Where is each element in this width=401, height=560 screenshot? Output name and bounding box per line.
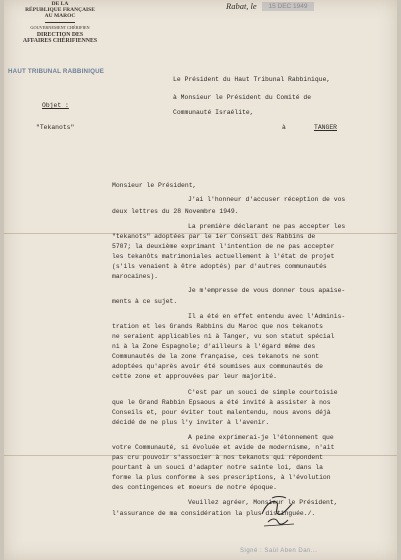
signature <box>258 494 302 534</box>
letterhead-line: GOUVERNEMENT CHÉRIFIEN <box>30 25 90 30</box>
body-line: les tekanôts matrimoniales actuellement à l'état de projet <box>112 253 335 260</box>
body-line: La première déclarant ne pas accepter les <box>188 223 346 230</box>
body-line: Je m'empresse de vous donner tous apaise- <box>188 287 346 294</box>
body-line: A peine exprimerai-je l'étonnement que <box>188 434 334 441</box>
body-line: forme la plus conforme à ses prescriptions, à l'évolution <box>112 474 331 481</box>
body-line: Conseils et, pour éviter tout malentendu, nous avons déjà <box>112 409 331 416</box>
body-line: J'ai l'honneur d'accuser réception de vos <box>188 196 346 203</box>
letterhead-line: DIRECTION DES <box>36 32 84 38</box>
recipient-city: TANGER <box>314 124 338 131</box>
body-line: Veuillez agréer, Monsieur le Président, <box>188 499 338 506</box>
body-line: pas cru pouvoir s'associer à nos tekanots qui répondent <box>112 454 323 461</box>
body-line: Il a été en effet entendu avec l'Adminis- <box>188 313 346 320</box>
body-line: adoptées qu'après avoir été soumises aux communautés de <box>112 363 323 370</box>
letterhead-line: AU MAROC <box>44 13 76 19</box>
body-line: que le Grand Rabbin Epsaous a été invité à assister à nos <box>112 399 331 406</box>
body-line: 5707; la deuxième exprimant l'intention de ne pas accepter <box>112 243 335 250</box>
sender-line: Le Président du Haut Tribunal Rabbinique, <box>173 76 331 83</box>
recipient-line: à Monsieur le Président du Comité de <box>173 94 312 101</box>
body-line: C'est par un souci de simple courtoisie <box>188 389 338 396</box>
tribunal-stamp: HAUT TRIBUNAL RABBINIQUE <box>8 68 105 75</box>
objet-value: "Tekanots" <box>36 124 75 131</box>
recipient-line: à <box>282 124 286 131</box>
recipient-line: Communauté Israélite, <box>173 109 254 116</box>
body-line: deux lettres du 28 Novembre 1949. <box>112 208 239 215</box>
date-stamp: 15 DEC 1949 <box>262 2 314 11</box>
body-line: décidé de ne plus l'y inviter à l'avenir. <box>112 419 270 426</box>
body-line: pourtant à un souci d'adapter notre sainte loi, dans la <box>112 464 323 471</box>
body-line: (s'ils venaient à être adoptés) par d'autres communautés <box>112 263 327 270</box>
body-line: des contingences et moeurs de notre époque. <box>112 484 277 491</box>
objet-label: Objet : <box>42 102 69 109</box>
letterhead-line: AFFAIRES CHÉRIFIENNES <box>22 38 98 44</box>
body-line: l'assurance de ma considération la plus distinguée./. <box>112 510 316 517</box>
place-date: Rabat, le <box>226 1 257 11</box>
body-line: ne seraient applicables ni à Tanger, vu son statut spécial <box>112 333 335 340</box>
body-line: Communautés de la zone française, ces tekanots ne sont <box>112 353 320 360</box>
letterhead-line: RÉPUBLIQUE FRANÇAISE <box>25 7 95 13</box>
letterhead-line: DE LA <box>51 1 69 7</box>
body-line: ments à ce sujet. <box>112 298 178 305</box>
body-line: marocaines). <box>112 273 159 280</box>
body-line: votre Communauté, si évoluée et avide de modernisme, n'ait <box>112 444 335 451</box>
body-line: ni à la Zone Espagnole; d'ailleurs à l'égard même des <box>112 343 316 350</box>
salutation: Monsieur le Président, <box>112 182 197 189</box>
letterhead-rule <box>45 22 75 23</box>
body-line: "tekanots" adoptées par le 1er Conseil des Rabbins de <box>112 233 316 240</box>
body-line: tration et les Grands Rabbins du Maroc que nos tekanots <box>112 323 323 330</box>
letterhead <box>10 1 110 44</box>
footer-stamp: Signé : Saül Aben Dan... <box>240 548 318 554</box>
body-line: cette zone et approuvées par leur majorité. <box>112 373 277 380</box>
